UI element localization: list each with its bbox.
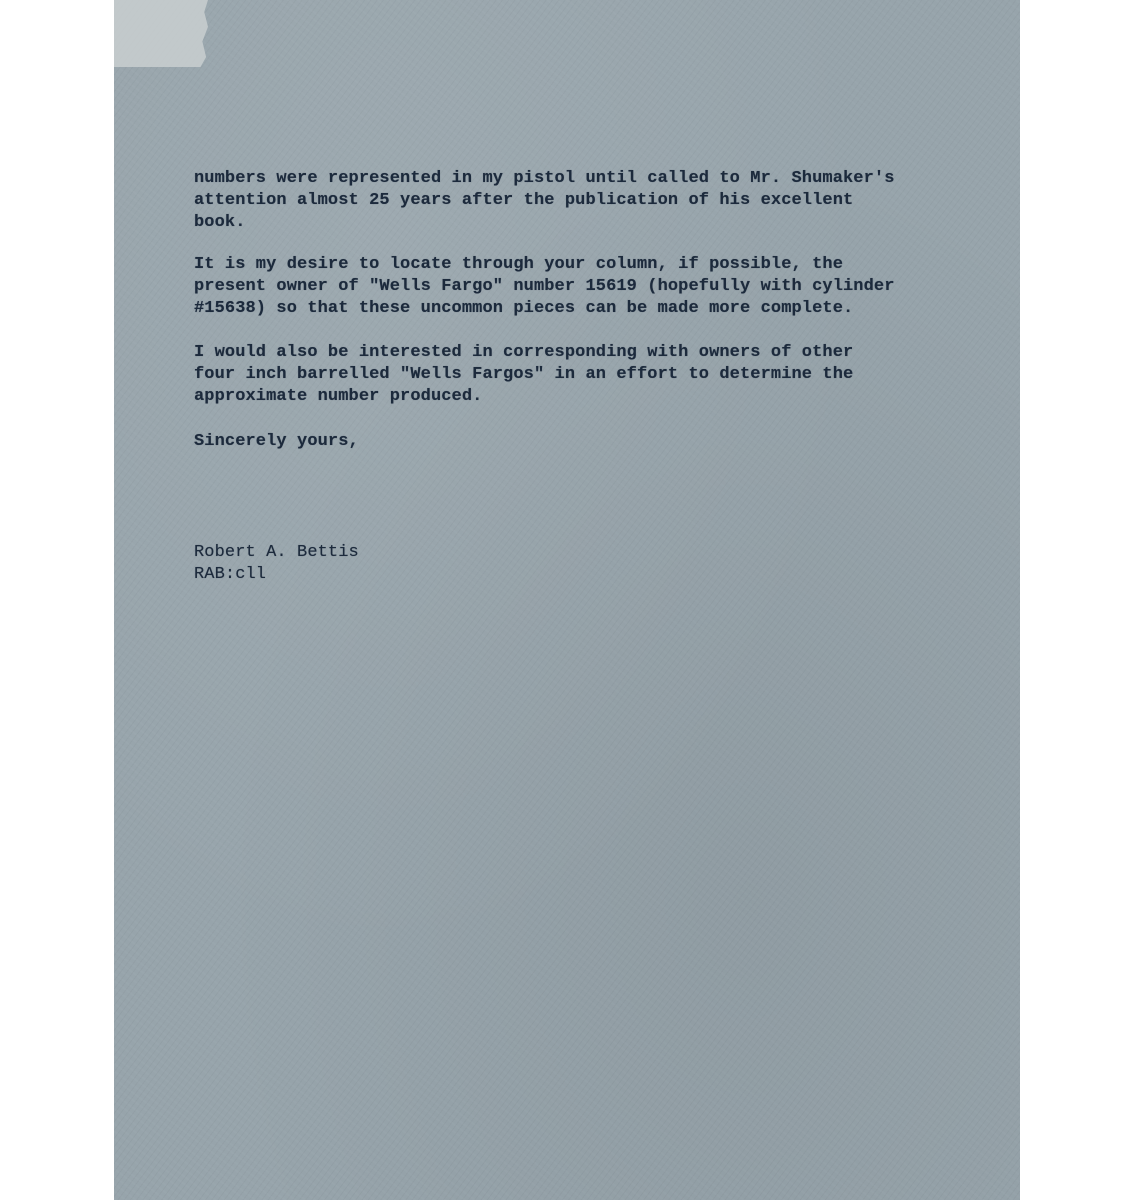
paragraph-3 [194,342,853,408]
paragraph-2-line-2: present owner of "Wells Fargo" number 15619 (hopefully with cylinder [194,277,895,296]
closing: Sincerely yours, [194,432,359,451]
paragraph-2-line-1: It is my desire to locate through your column, if possible, the [194,255,844,274]
paragraph-3-line-1: I would also be interested in corresponding with owners of other [194,343,854,362]
paragraph-1 [194,168,895,234]
tape-fragment [114,0,208,67]
paragraph-2 [194,254,895,320]
reference-initials: RAB:cll [194,565,267,584]
paragraph-1-line-1: numbers were represented in my pistol until called to Mr. Shumaker's [194,169,895,188]
paragraph-1-line-3: book. [194,213,246,232]
paragraph-1-line-2: attention almost 25 years after the publication of his excellent [194,191,854,210]
paragraph-2-line-3: #15638) so that these uncommon pieces can be made more complete. [194,299,854,318]
signature-name: Robert A. Bettis [194,543,359,562]
paragraph-3-line-3: approximate number produced. [194,387,483,406]
paragraph-3-line-2: four inch barrelled "Wells Fargos" in an effort to determine the [194,365,854,384]
